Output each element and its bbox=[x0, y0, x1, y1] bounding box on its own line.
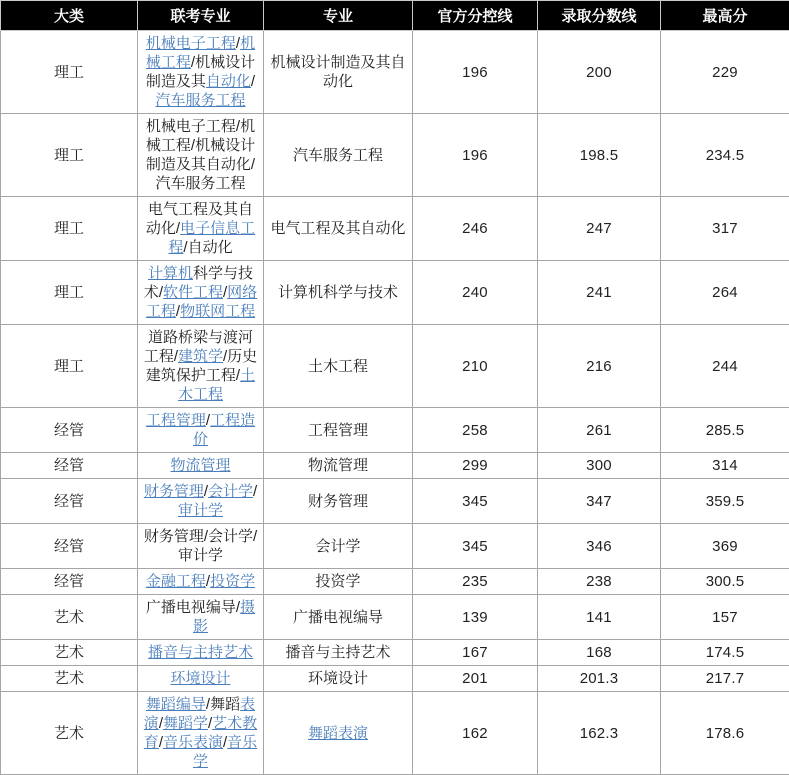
major-cell bbox=[264, 453, 413, 479]
table-row bbox=[1, 197, 789, 261]
joint-major-link[interactable]: 表演 bbox=[144, 696, 255, 732]
joint-majors-cell bbox=[138, 479, 264, 524]
major-text: 汽车服务工程 bbox=[293, 147, 383, 164]
column-header-top-score: 最高分 bbox=[661, 1, 789, 31]
major-text: 播音与主持艺术 bbox=[285, 644, 390, 661]
admission-cutoff-cell: 238 bbox=[538, 569, 661, 595]
category-cell: 理工 bbox=[1, 31, 138, 114]
table-row bbox=[1, 453, 789, 479]
admission-cutoff-cell: 300 bbox=[538, 453, 661, 479]
major-cell bbox=[264, 197, 413, 261]
table-row bbox=[1, 524, 789, 569]
joint-major-link[interactable]: 工程管理 bbox=[146, 412, 206, 429]
major-text: 投资学 bbox=[315, 573, 360, 590]
top-score-cell: 264 bbox=[661, 261, 789, 325]
category-cell: 经管 bbox=[1, 408, 138, 453]
joint-major-link[interactable]: 网络工程 bbox=[146, 284, 257, 320]
joint-major-link[interactable]: 财务管理 bbox=[144, 483, 204, 500]
major-text: 计算机科学与技术 bbox=[278, 284, 398, 301]
table-row bbox=[1, 666, 789, 692]
official-cutoff-cell: 246 bbox=[413, 197, 538, 261]
admission-cutoff-cell: 168 bbox=[538, 640, 661, 666]
joint-major-link[interactable]: 舞蹈编导 bbox=[146, 696, 206, 713]
category-cell: 理工 bbox=[1, 114, 138, 197]
joint-major-text: 电气工程及其自动化/ bbox=[146, 201, 253, 237]
joint-major-text: / bbox=[236, 35, 240, 52]
joint-major-link[interactable]: 自动化 bbox=[206, 73, 251, 90]
joint-major-text: /机械设计制造及其 bbox=[146, 54, 255, 90]
joint-major-link[interactable]: 建筑学 bbox=[178, 348, 223, 365]
admission-cutoff-cell: 241 bbox=[538, 261, 661, 325]
top-score-cell: 244 bbox=[661, 325, 789, 408]
joint-major-link[interactable]: 机械电子工程 bbox=[146, 35, 236, 52]
major-cell bbox=[264, 640, 413, 666]
admission-cutoff-cell: 162.3 bbox=[538, 692, 661, 775]
joint-major-link[interactable]: 软件工程 bbox=[163, 284, 223, 301]
top-score-cell: 157 bbox=[661, 595, 789, 640]
category-cell: 经管 bbox=[1, 569, 138, 595]
table-row bbox=[1, 479, 789, 524]
category-cell: 理工 bbox=[1, 197, 138, 261]
admission-cutoff-cell: 346 bbox=[538, 524, 661, 569]
table-row bbox=[1, 595, 789, 640]
official-cutoff-cell: 258 bbox=[413, 408, 538, 453]
joint-majors-cell bbox=[138, 524, 264, 569]
admission-cutoff-cell: 200 bbox=[538, 31, 661, 114]
major-text: 电气工程及其自动化 bbox=[270, 220, 405, 237]
major-text: 物流管理 bbox=[308, 457, 368, 474]
table-row bbox=[1, 261, 789, 325]
major-link[interactable]: 舞蹈表演 bbox=[308, 725, 368, 742]
joint-majors-cell bbox=[138, 114, 264, 197]
major-cell bbox=[264, 524, 413, 569]
joint-majors-cell bbox=[138, 325, 264, 408]
category-cell: 经管 bbox=[1, 453, 138, 479]
top-score-cell: 229 bbox=[661, 31, 789, 114]
joint-major-link[interactable]: 物流管理 bbox=[170, 457, 230, 474]
major-cell bbox=[264, 261, 413, 325]
major-text: 土木工程 bbox=[308, 358, 368, 375]
joint-major-text: /历史建筑保护工程/ bbox=[146, 348, 257, 384]
top-score-cell: 359.5 bbox=[661, 479, 789, 524]
official-cutoff-cell: 345 bbox=[413, 479, 538, 524]
joint-majors-cell bbox=[138, 453, 264, 479]
joint-major-text: 科学与技术/ bbox=[144, 265, 253, 301]
admission-cutoff-cell: 216 bbox=[538, 325, 661, 408]
official-cutoff-cell: 235 bbox=[413, 569, 538, 595]
category-cell: 艺术 bbox=[1, 640, 138, 666]
joint-major-text: / bbox=[206, 412, 210, 429]
official-cutoff-cell: 345 bbox=[413, 524, 538, 569]
joint-majors-cell bbox=[138, 666, 264, 692]
major-cell bbox=[264, 666, 413, 692]
joint-major-link[interactable]: 工程造价 bbox=[193, 412, 255, 448]
joint-major-text: / bbox=[176, 303, 180, 320]
table-body bbox=[1, 31, 789, 775]
official-cutoff-cell: 139 bbox=[413, 595, 538, 640]
joint-major-link[interactable]: 金融工程 bbox=[146, 573, 206, 590]
joint-major-link[interactable]: 会计学 bbox=[208, 483, 253, 500]
joint-major-link[interactable]: 投资学 bbox=[210, 573, 255, 590]
joint-major-text: 财务管理/会计学/审计学 bbox=[144, 528, 257, 564]
joint-major-link[interactable]: 摄影 bbox=[193, 599, 255, 635]
category-cell: 艺术 bbox=[1, 692, 138, 775]
joint-major-text: / bbox=[206, 573, 210, 590]
table-row bbox=[1, 31, 789, 114]
joint-major-text: 广播电视编导/ bbox=[146, 599, 240, 616]
joint-major-link[interactable]: 音乐表演 bbox=[163, 734, 223, 751]
table-row bbox=[1, 569, 789, 595]
joint-major-link[interactable]: 艺术教育 bbox=[144, 715, 257, 751]
table-row bbox=[1, 325, 789, 408]
major-cell bbox=[264, 479, 413, 524]
top-score-cell: 174.5 bbox=[661, 640, 789, 666]
admission-cutoff-cell: 261 bbox=[538, 408, 661, 453]
admission-cutoff-cell: 141 bbox=[538, 595, 661, 640]
top-score-cell: 369 bbox=[661, 524, 789, 569]
official-cutoff-cell: 167 bbox=[413, 640, 538, 666]
joint-major-link[interactable]: 计算机 bbox=[148, 265, 193, 282]
top-score-cell: 217.7 bbox=[661, 666, 789, 692]
joint-majors-cell bbox=[138, 692, 264, 775]
admission-cutoff-cell: 247 bbox=[538, 197, 661, 261]
major-cell bbox=[264, 114, 413, 197]
official-cutoff-cell: 299 bbox=[413, 453, 538, 479]
major-text: 机械设计制造及其自动化 bbox=[270, 54, 405, 90]
major-cell bbox=[264, 692, 413, 775]
joint-major-text: /舞蹈 bbox=[206, 696, 240, 713]
category-cell: 理工 bbox=[1, 325, 138, 408]
major-cell bbox=[264, 569, 413, 595]
top-score-cell: 285.5 bbox=[661, 408, 789, 453]
joint-major-link[interactable]: 舞蹈学 bbox=[163, 715, 208, 732]
category-cell: 艺术 bbox=[1, 595, 138, 640]
joint-major-link[interactable]: 环境设计 bbox=[170, 670, 230, 687]
official-cutoff-cell: 201 bbox=[413, 666, 538, 692]
major-text: 财务管理 bbox=[308, 493, 368, 510]
joint-majors-cell bbox=[138, 261, 264, 325]
joint-majors-cell bbox=[138, 197, 264, 261]
category-cell: 经管 bbox=[1, 524, 138, 569]
joint-majors-cell bbox=[138, 569, 264, 595]
table-row bbox=[1, 114, 789, 197]
column-header-joint-majors: 联考专业 bbox=[138, 1, 264, 31]
joint-major-link[interactable]: 音乐学 bbox=[193, 734, 257, 770]
joint-major-text: / bbox=[251, 73, 255, 90]
official-cutoff-cell: 196 bbox=[413, 114, 538, 197]
major-text: 广播电视编导 bbox=[293, 609, 383, 626]
joint-major-link[interactable]: 物联网工程 bbox=[180, 303, 255, 320]
admission-cutoff-cell: 198.5 bbox=[538, 114, 661, 197]
column-header-category: 大类 bbox=[1, 1, 138, 31]
category-cell: 理工 bbox=[1, 261, 138, 325]
top-score-cell: 234.5 bbox=[661, 114, 789, 197]
joint-majors-cell bbox=[138, 408, 264, 453]
major-cell bbox=[264, 31, 413, 114]
table-row bbox=[1, 408, 789, 453]
table-row bbox=[1, 692, 789, 775]
joint-major-text: 道路桥梁与渡河工程/ bbox=[144, 329, 253, 365]
header-row bbox=[1, 1, 789, 31]
admission-cutoff-cell: 347 bbox=[538, 479, 661, 524]
joint-major-link[interactable]: 土木工程 bbox=[178, 367, 255, 403]
official-cutoff-cell: 196 bbox=[413, 31, 538, 114]
top-score-cell: 178.6 bbox=[661, 692, 789, 775]
joint-major-text: 机械电子工程/机械工程/机械设计制造及其自动化/汽车服务工程 bbox=[146, 118, 255, 192]
joint-major-text: / bbox=[208, 715, 212, 732]
joint-major-text: /自动化 bbox=[183, 239, 232, 256]
joint-major-link[interactable]: 机械工程 bbox=[146, 35, 255, 71]
top-score-cell: 300.5 bbox=[661, 569, 789, 595]
joint-major-link[interactable]: 电子信息工程 bbox=[168, 220, 255, 256]
major-text: 环境设计 bbox=[308, 670, 368, 687]
major-cell bbox=[264, 325, 413, 408]
category-cell: 艺术 bbox=[1, 666, 138, 692]
column-header-official-cutoff: 官方分控线 bbox=[413, 1, 538, 31]
joint-major-text: / bbox=[253, 483, 257, 500]
joint-majors-cell bbox=[138, 595, 264, 640]
joint-major-link[interactable]: 汽车服务工程 bbox=[155, 92, 245, 109]
major-text: 会计学 bbox=[315, 538, 360, 555]
major-text: 工程管理 bbox=[308, 422, 368, 439]
column-header-major: 专业 bbox=[264, 1, 413, 31]
joint-major-text: / bbox=[223, 284, 227, 301]
joint-majors-cell bbox=[138, 640, 264, 666]
major-cell bbox=[264, 595, 413, 640]
admission-cutoff-cell: 201.3 bbox=[538, 666, 661, 692]
joint-major-text: / bbox=[159, 715, 163, 732]
table-row bbox=[1, 640, 789, 666]
top-score-cell: 314 bbox=[661, 453, 789, 479]
joint-major-text: / bbox=[159, 734, 163, 751]
joint-major-text: / bbox=[223, 734, 227, 751]
joint-major-link[interactable]: 审计学 bbox=[178, 502, 223, 519]
official-cutoff-cell: 210 bbox=[413, 325, 538, 408]
joint-major-text: / bbox=[204, 483, 208, 500]
official-cutoff-cell: 240 bbox=[413, 261, 538, 325]
joint-majors-cell bbox=[138, 31, 264, 114]
category-cell: 经管 bbox=[1, 479, 138, 524]
column-header-admission-cutoff: 录取分数线 bbox=[538, 1, 661, 31]
joint-major-link[interactable]: 播音与主持艺术 bbox=[148, 644, 253, 661]
major-cell bbox=[264, 408, 413, 453]
top-score-cell: 317 bbox=[661, 197, 789, 261]
official-cutoff-cell: 162 bbox=[413, 692, 538, 775]
